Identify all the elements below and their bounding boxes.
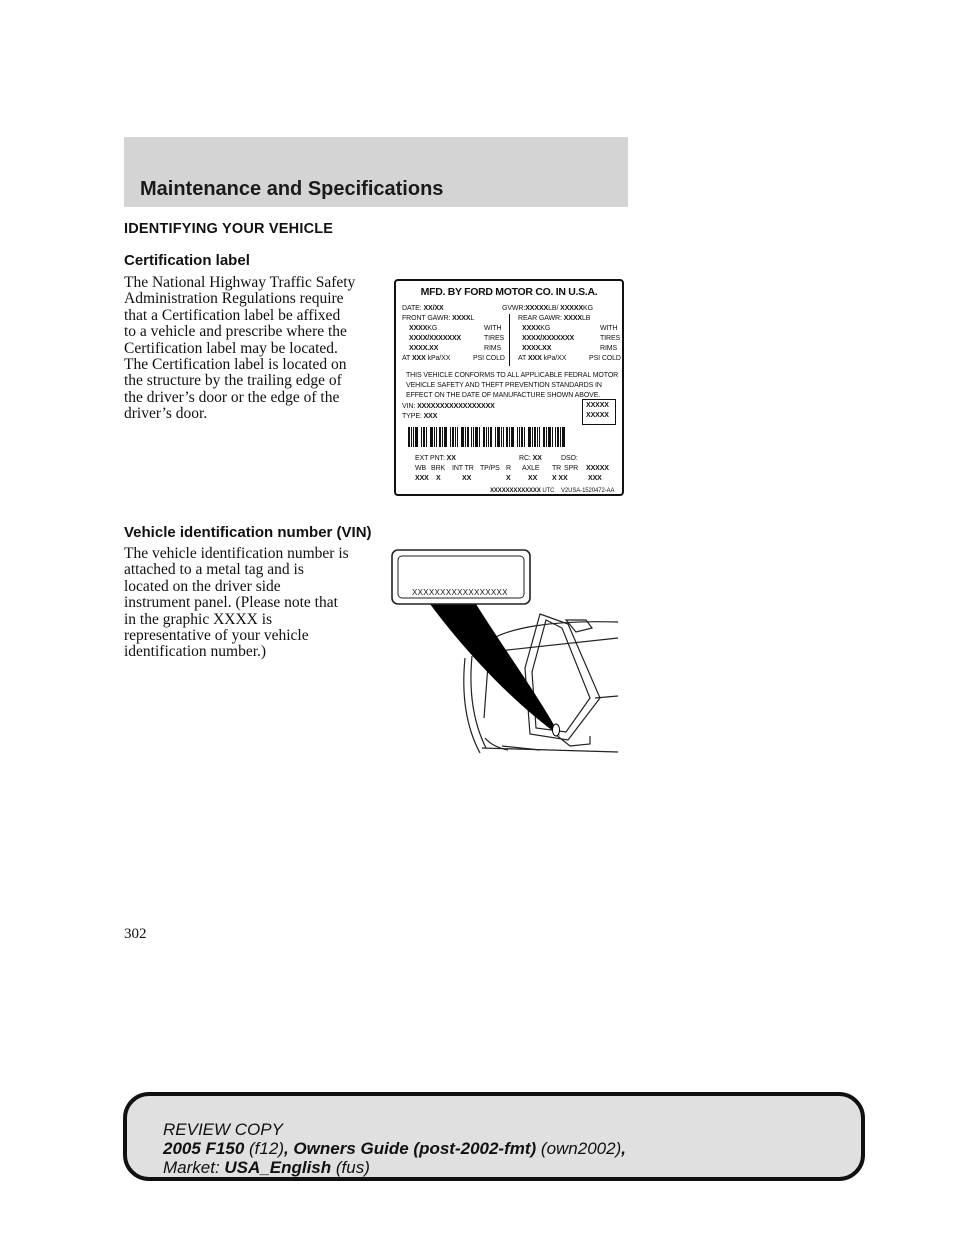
front-at: AT	[402, 355, 411, 362]
front-at-value: XXX	[411, 355, 426, 362]
rear-kg-unit: KG	[540, 325, 551, 332]
rear-tires: TIRES	[600, 335, 621, 342]
utc-value: XXXXXXXXXXXXX	[490, 488, 541, 494]
rear-with: WITH	[600, 325, 618, 332]
r-label: R	[506, 465, 511, 472]
section-title: IDENTIFYING YOUR VEHICLE	[124, 221, 334, 237]
market-label: Market:	[163, 1158, 225, 1177]
ext-paint-value: XX	[446, 455, 456, 462]
text-line: The Certification label is located on	[124, 356, 347, 374]
text-line: The National Highway Traffic Safety	[124, 274, 356, 291]
int-tr-label: INT TR	[452, 465, 474, 472]
rear-tire-code: XXXX/XXXXXXX	[522, 335, 575, 342]
rc-value: XX	[532, 455, 542, 462]
label-divider	[509, 314, 510, 366]
guide-name: , Owners Guide (post-2002-fmt)	[283, 1139, 537, 1158]
wb-value: XXX	[415, 475, 429, 482]
text-line: The vehicle identification number is	[124, 545, 349, 562]
tp-ps-label: TP/PS	[480, 465, 500, 472]
code-box	[582, 399, 616, 425]
market-name: USA_English	[224, 1158, 332, 1177]
text-line: in the graphic XXXX is	[124, 610, 273, 628]
section-header-bar	[124, 137, 628, 207]
row-value: XXX	[588, 475, 602, 482]
front-rims: RIMS	[484, 345, 502, 352]
market-code: (fus)	[331, 1158, 370, 1177]
rear-gawr-value: XXXX	[563, 315, 582, 322]
code-box-line: XXXXX	[586, 412, 609, 419]
rc-label: RC:	[519, 455, 531, 462]
axle-label: AXLE	[522, 465, 540, 472]
label-manufacturer: MFD. BY FORD MOTOR CO. IN U.S.A.	[420, 286, 598, 298]
vin-location-illustration	[390, 548, 620, 760]
rear-at-value: XXX	[527, 355, 542, 362]
front-tires: TIRES	[484, 335, 505, 342]
tr-label: TR	[552, 465, 562, 472]
rear-psi: PSI COLD	[589, 355, 621, 362]
front-kpa: kPa/XX	[427, 355, 451, 362]
r-value: X	[506, 475, 511, 482]
gvwr-value-kg: XXXXX	[560, 305, 584, 312]
front-rim-code: XXXX.XX	[409, 345, 439, 352]
date-label: DATE:	[402, 305, 422, 312]
utc-label: UTC	[542, 488, 555, 494]
front-gawr-value: XXXX	[452, 315, 471, 322]
brk-value: X	[436, 475, 441, 482]
text-line: the driver’s door or the edge of the	[124, 388, 340, 406]
text-line: to a vehicle and prescribe where the	[124, 323, 347, 341]
vin-label: VIN:	[402, 403, 416, 410]
vin-paragraph	[124, 546, 380, 661]
conformity-line: VEHICLE SAFETY AND THEFT PREVENTION STANDARDS IN	[406, 382, 602, 389]
front-psi: PSI COLD	[473, 355, 505, 362]
date-value: XX/XX	[423, 305, 444, 312]
gvwr-kg: KG	[583, 305, 593, 312]
rear-rim-code: XXXX.XX	[522, 345, 552, 352]
model-name: 2005 F150	[163, 1139, 245, 1158]
gvwr-value: XXXXX	[525, 305, 549, 312]
front-kg-unit: KG	[427, 325, 438, 332]
text-line: Certification label may be located.	[124, 339, 338, 357]
front-gawr-label: FRONT GAWR:	[402, 315, 451, 322]
review-copy-label: REVIEW COPY	[163, 1120, 283, 1139]
model-code: (f12)	[244, 1139, 284, 1158]
dso-label: DSO:	[561, 455, 578, 462]
type-value: XXX	[423, 413, 438, 420]
review-footer	[123, 1092, 865, 1181]
row-code: XXXXX	[586, 465, 609, 472]
type-label: TYPE:	[402, 413, 422, 420]
footer-comma: ,	[621, 1139, 626, 1158]
text-line: the structure by the trailing edge of	[124, 372, 342, 390]
text-line: identification number.)	[124, 643, 267, 661]
barcode	[408, 427, 616, 447]
text-line: driver’s door.	[124, 405, 208, 423]
conformity-line: EFFECT ON THE DATE OF MANUFACTURE SHOWN ABOVE.	[406, 392, 601, 399]
page-title: Maintenance and Specifications	[140, 178, 444, 200]
wb-label: WB	[415, 465, 427, 472]
text-line: that a Certification label be affixed	[124, 306, 341, 324]
text-line: representative of your vehicle	[124, 627, 309, 645]
part-number: V2USA-1520472-AA	[561, 488, 615, 494]
front-gawr-unit: L	[470, 315, 475, 322]
vin-value: XXXXXXXXXXXXXXXXX	[417, 403, 495, 410]
brk-label: BRK	[431, 465, 446, 472]
rear-gawr-unit: LB	[582, 315, 591, 322]
gvwr-label: GVWR:	[502, 305, 526, 312]
vin-heading: Vehicle identification number (VIN)	[124, 524, 372, 541]
conformity-line: THIS VEHICLE CONFORMS TO ALL APPLICABLE FEDRAL MOTOR	[406, 372, 619, 379]
rear-kg-value: XXXX	[522, 325, 541, 332]
code-box-line: XXXXX	[586, 402, 609, 409]
certification-paragraph	[124, 275, 380, 423]
certification-heading: Certification label	[124, 252, 250, 269]
rear-rims: RIMS	[600, 345, 618, 352]
text-line: attached to a metal tag and is	[124, 561, 304, 579]
vin-tag-text: XXXXXXXXXXXXXXXXX	[412, 588, 508, 597]
rear-gawr-label: REAR GAWR:	[518, 315, 562, 322]
rear-at: AT	[518, 355, 527, 362]
ext-paint-label: EXT PNT:	[415, 455, 445, 462]
text-line: located on the driver side	[124, 577, 281, 595]
text-line: instrument panel. (Please note that	[124, 594, 338, 612]
page-number: 302	[124, 926, 147, 942]
rear-kpa: kPa/XX	[543, 355, 567, 362]
front-tire-code: XXXX/XXXXXXX	[409, 335, 462, 342]
spr-label: SPR	[564, 465, 579, 472]
certification-label-illustration	[394, 279, 624, 496]
gvwr-lb: LB/	[548, 305, 559, 312]
spr-value: X XX	[552, 475, 568, 482]
axle-value: XX	[528, 475, 538, 482]
footer-text	[163, 1120, 626, 1177]
vehicle-drawing	[390, 548, 620, 760]
int-tr-value: XX	[462, 475, 472, 482]
front-kg-value: XXXX	[409, 325, 428, 332]
guide-code: (own2002)	[536, 1139, 622, 1158]
text-line: Administration Regulations require	[124, 290, 344, 308]
front-with: WITH	[484, 325, 502, 332]
